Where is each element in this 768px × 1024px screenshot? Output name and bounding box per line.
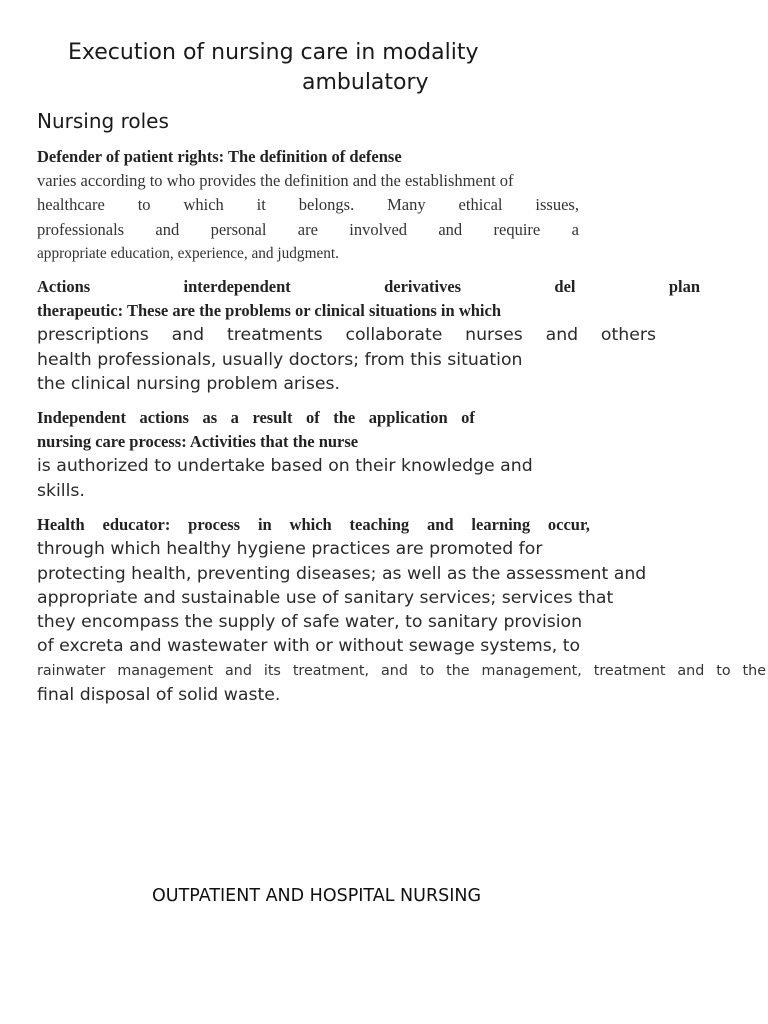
word: to — [137, 195, 151, 215]
defender-line-4 — [37, 218, 579, 242]
word: the — [742, 662, 766, 679]
interdependent-line-3 — [37, 323, 656, 347]
defender-line-3 — [37, 193, 579, 217]
word: ethical — [458, 195, 503, 215]
independent-line-2: nursing care process: Activities that the nurse — [37, 432, 359, 452]
word: treatment, — [292, 662, 370, 679]
word: learning — [471, 515, 531, 534]
word: prescriptions — [37, 325, 149, 346]
word: process — [188, 515, 241, 534]
word: interdependent — [183, 277, 291, 296]
word: Independent — [37, 408, 126, 427]
word: Health — [37, 515, 85, 534]
independent-line-3: is authorized to undertake based on their knowledge and — [37, 456, 533, 477]
word: nurses — [465, 325, 523, 346]
word: of — [305, 408, 320, 427]
word: del — [554, 277, 576, 296]
word: application — [368, 408, 448, 427]
word: personal — [210, 219, 267, 239]
word: and — [545, 325, 579, 346]
paragraph-health-educator — [37, 513, 766, 707]
paragraph-interdependent — [37, 275, 700, 396]
word: it — [256, 195, 266, 215]
page-title-line-2: ambulatory — [302, 70, 429, 95]
word: professionals — [37, 219, 125, 239]
interdependent-line-4: health professionals, usually doctors; from this situation — [37, 349, 523, 370]
defender-line-2: varies according to who provides the definition and the establishment of — [37, 171, 514, 191]
word: require — [493, 219, 541, 239]
educator-line-6: of excreta and wastewater with or without sewage systems, to — [37, 636, 581, 657]
page-title-line-1: Execution of nursing care in modality — [68, 40, 479, 65]
interdependent-line-2: therapeutic: These are the problems or clinical situations in which — [37, 301, 501, 321]
interdependent-line-1 — [37, 275, 700, 299]
word: treatments — [226, 325, 323, 346]
section-heading-nursing-roles: Nursing roles — [37, 109, 169, 133]
word: which — [183, 195, 224, 215]
word: a — [571, 219, 579, 239]
word: actions — [139, 408, 189, 427]
educator-line-2: through which healthy hygiene practices are promoted for — [37, 539, 543, 560]
word: result — [252, 408, 293, 427]
word: which — [289, 515, 332, 534]
word: in — [257, 515, 272, 534]
word: and — [381, 662, 408, 679]
word: management, — [481, 662, 582, 679]
word: issues, — [535, 195, 579, 215]
word: involved — [349, 219, 408, 239]
page-title — [0, 38, 740, 98]
word: management — [117, 662, 214, 679]
word: a — [230, 408, 239, 427]
word: and — [225, 662, 252, 679]
paragraph-independent — [37, 406, 637, 503]
educator-line-7 — [37, 659, 766, 683]
word: plan — [668, 277, 700, 296]
word: teaching — [349, 515, 410, 534]
word: educator: — [102, 515, 171, 534]
word: and — [155, 219, 180, 239]
word: the — [446, 662, 470, 679]
word: derivatives — [384, 277, 462, 296]
word: collaborate — [345, 325, 443, 346]
educator-line-4: appropriate and sustainable use of sanitary services; services that — [37, 587, 614, 608]
word: belongs. — [298, 195, 355, 215]
word: the — [333, 408, 356, 427]
word: and — [677, 662, 705, 679]
word: occur, — [547, 515, 590, 534]
footer-heading: OUTPATIENT AND HOSPITAL NURSING — [152, 886, 482, 906]
word: of — [461, 408, 475, 427]
word: are — [297, 219, 318, 239]
word: Actions — [37, 277, 91, 296]
word: others — [600, 325, 656, 346]
independent-line-1 — [37, 406, 475, 430]
word: as — [202, 408, 218, 427]
interdependent-line-5: the clinical nursing problem arises. — [37, 374, 340, 394]
word: and — [438, 219, 463, 239]
word: healthcare — [37, 195, 105, 215]
word: its — [263, 662, 281, 679]
word: rainwater — [37, 662, 106, 679]
word: to — [716, 662, 731, 679]
word: treatment — [593, 662, 666, 679]
educator-line-1 — [37, 513, 590, 537]
educator-line-3: protecting health, preventing diseases; as well as the assessment and — [37, 563, 647, 584]
independent-line-4: skills. — [37, 480, 85, 501]
word: and — [426, 515, 454, 534]
educator-line-5: they encompass the supply of safe water, to sanitary provision — [37, 612, 583, 633]
defender-line-5: appropriate education, experience, and judgment. — [37, 244, 339, 262]
word: Many — [387, 195, 426, 215]
word: to — [419, 662, 435, 679]
paragraph-defender — [37, 145, 579, 266]
word: and — [171, 325, 205, 346]
defender-lead: Defender of patient rights: The definition of defense — [37, 147, 402, 166]
educator-line-8: final disposal of solid waste. — [37, 684, 281, 705]
